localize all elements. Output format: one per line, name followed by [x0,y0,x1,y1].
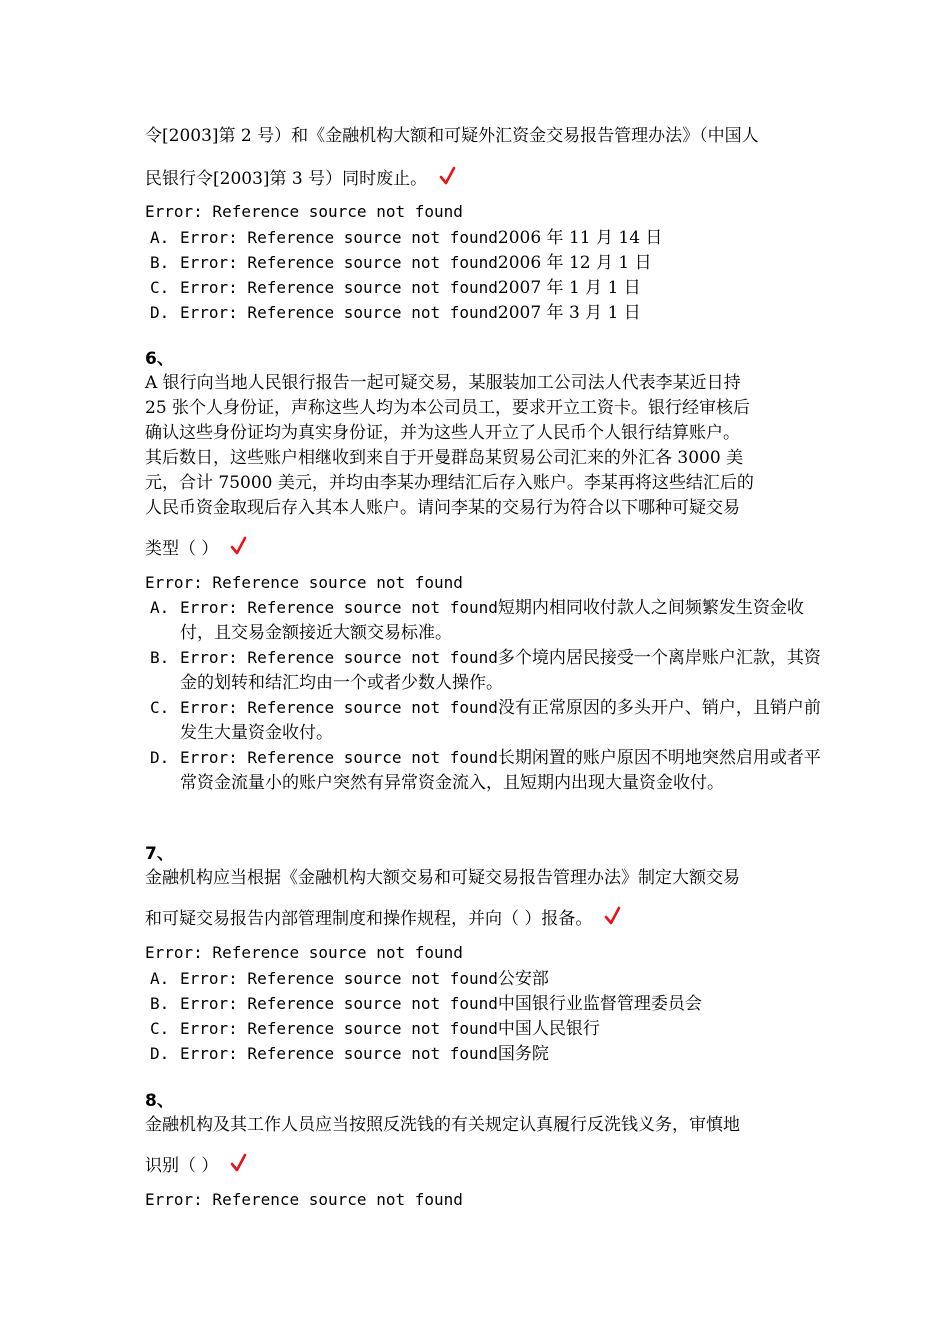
q8-stem-line-2: 识别（ ） [145,1153,248,1178]
question-6-number: 6、 [145,349,174,369]
q7-option-a[interactable]: A. Error: Reference source not found公安部 [150,969,549,989]
question-8-number: 8、 [145,1091,174,1111]
q7-option-d[interactable]: D. Error: Reference source not found国务院 [150,1044,549,1064]
prev-option-a[interactable]: A. Error: Reference source not found2006 年 11 月 14 日 [150,228,663,248]
prev-stem-line-2: 民银行令[2003]第 3 号）同时废止。 [145,166,457,191]
q8-error-line: Error: Reference source not found [145,1190,463,1209]
q6-option-b[interactable]: B. Error: Reference source not found多个境内居民接受一个离岸账户汇款，其资金的划转和结汇均由一个或者少数人操作。 [150,648,821,693]
q6-stem-line-7: 类型（ ） [145,536,248,561]
q6-option-c[interactable]: C. Error: Reference source not found没有正常原因的多头开户、销户，且销户前发生大量资金收付。 [150,698,821,743]
prev-option-b[interactable]: B. Error: Reference source not found2006 年 12 月 1 日 [150,253,652,273]
q8-stem-line-1: 金融机构及其工作人员应当按照反洗钱的有关规定认真履行反洗钱义务，审慎地 [145,1115,740,1135]
q7-option-b[interactable]: B. Error: Reference source not found中国银行业监督管理委员会 [150,994,702,1014]
prev-option-d[interactable]: D. Error: Reference source not found2007 年 3 月 1 日 [150,303,641,323]
question-7-number: 7、 [145,844,174,864]
q6-error-line: Error: Reference source not found [145,573,463,592]
q6-option-d[interactable]: D. Error: Reference source not found长期闲置的账户原因不明地突然启用或者平常资金流量小的账户突然有异常资金流入，且短期内出现大量资金收付。 [150,748,821,793]
q6-option-a[interactable]: A. Error: Reference source not found短期内相同收付款人之间频繁发生资金收付，且交易金额接近大额交易标准。 [150,598,804,643]
q7-stem-line-1: 金融机构应当根据《金融机构大额交易和可疑交易报告管理办法》制定大额交易 [145,868,740,888]
q7-option-c[interactable]: C. Error: Reference source not found中国人民银行 [150,1019,600,1039]
q6-stem-line-3: 确认这些身份证均为真实身份证，并为这些人开立了人民币个人银行结算账户。 [145,423,740,443]
q6-stem-line-2: 25 张个人身份证，声称这些人均为本公司员工，要求开立工资卡。银行经审核后 [145,398,751,418]
q6-stem-line-4: 其后数日，这些账户相继收到来自于开曼群岛某贸易公司汇来的外汇各 3000 美 [145,448,744,468]
q7-stem-line-2: 和可疑交易报告内部管理制度和操作规程，并向（ ）报备。 [145,906,622,931]
q6-stem-line-5: 元，合计 75000 美元，并均由李某办理结汇后存入账户。李某再将这些结汇后的 [145,473,754,493]
prev-option-c[interactable]: C. Error: Reference source not found2007 年 1 月 1 日 [150,278,641,298]
checkmark-icon [439,166,457,186]
checkmark-icon [230,536,248,556]
q7-error-line: Error: Reference source not found [145,943,463,962]
q6-stem-line-1: A 银行向当地人民银行报告一起可疑交易，某服装加工公司法人代表李某近日持 [145,373,741,393]
checkmark-icon [230,1153,248,1173]
checkmark-icon [604,906,622,926]
q6-stem-line-6: 人民币资金取现后存入其本人账户。请问李某的交易行为符合以下哪种可疑交易 [145,498,740,518]
prev-stem-line-1: 令[2003]第 2 号）和《金融机构大额和可疑外汇资金交易报告管理办法》（中国人 [145,126,759,146]
prev-error-line: Error: Reference source not found [145,202,463,221]
